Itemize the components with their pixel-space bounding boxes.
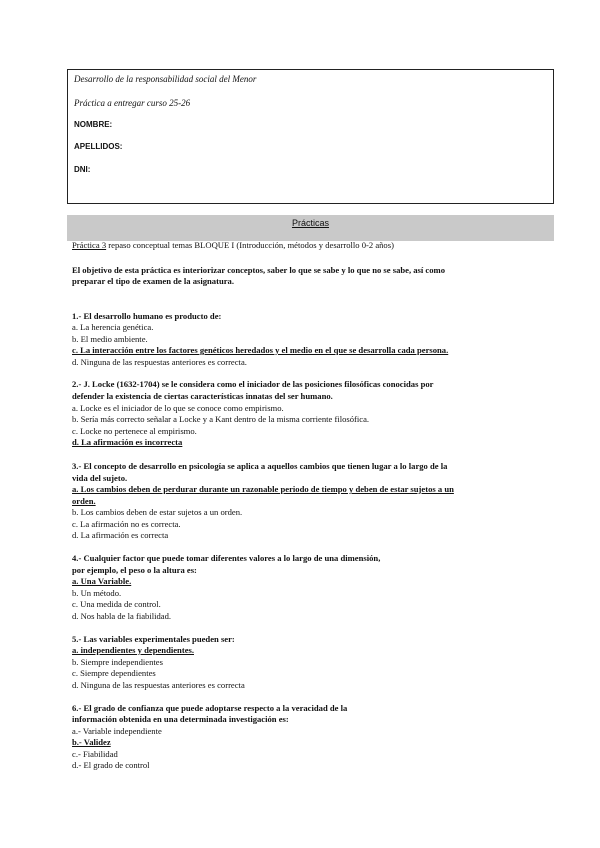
question-5-stem: 5.- Las variables experimentales pueden ser:	[72, 634, 235, 644]
question-3-option-b: b. Los cambios deben de estar sujetos a un orden.	[72, 507, 243, 517]
question-2-option-a: a. Locke es el iniciador de lo que se conoce como empirismo.	[72, 403, 284, 413]
question-1-option-d: d. Ninguna de las respuestas anteriores es correcta.	[72, 357, 247, 367]
question-2-option-c: c. Locke no pertenece al empirismo.	[72, 426, 197, 436]
question-3-stem-1: 3.- El concepto de desarrollo en psicología se aplica a aquellos cambios que tienen lugar a lo largo de la	[72, 461, 448, 471]
question-3-option-a-answer-cont: orden.	[72, 496, 96, 506]
question-1-stem: 1.- El desarrollo humano es producto de:	[72, 311, 222, 321]
question-4-stem-2: por ejemplo, el peso o la altura es:	[72, 565, 197, 575]
question-6-stem-1: 6.- El grado de confianza que puede adoptarse respecto a la veracidad de la	[72, 703, 348, 713]
section-bar	[67, 215, 554, 241]
question-6-stem-2: información obtenida en una determinada investigación es:	[72, 714, 289, 724]
question-1-option-a: a. La herencia genética.	[72, 322, 154, 332]
question-6-option-c: c.- Fiabilidad	[72, 749, 118, 759]
question-1-option-c-answer: c. La interacción entre los factores genéticos heredados y el medio en el que se desarrolla cada persona.	[72, 345, 449, 355]
question-1-option-b: b. El medio ambiente.	[72, 334, 148, 344]
practice-subtitle: Práctica a entregar curso 25-26	[74, 98, 191, 108]
question-2-stem-2: defender la existencia de ciertas características innatas del ser humano.	[72, 391, 333, 401]
course-title: Desarrollo de la responsabilidad social del Menor	[74, 74, 257, 84]
question-4-option-c: c. Una medida de control.	[72, 599, 161, 609]
question-6-option-a: a.- Variable independiente	[72, 726, 162, 736]
practice-line	[72, 240, 394, 251]
question-2-stem-1: 2.- J. Locke (1632-1704) se le considera como el iniciador de las posiciones filosóficas conocidas por	[72, 379, 434, 389]
practice-ref: Práctica 3	[72, 240, 107, 250]
question-3-option-c: c. La afirmación no es correcta.	[72, 519, 181, 529]
question-6-option-b-answer: b.- Validez	[72, 737, 111, 747]
section-title: Prácticas	[291, 218, 329, 228]
question-5-option-d: d. Ninguna de las respuestas anteriores es correcta	[72, 680, 245, 690]
question-2-option-d-answer: d. La afirmación es incorrecta	[72, 437, 183, 447]
question-5-option-c: c. Siempre dependientes	[72, 668, 156, 678]
header-box	[67, 69, 554, 204]
question-4-option-d: d. Nos habla de la fiabilidad.	[72, 611, 172, 621]
question-2-option-b: b. Sería más correcto señalar a Locke y a Kant dentro de la misma corriente filosófica.	[72, 414, 370, 424]
objective-line-1: El objetivo de esta práctica es interiorizar conceptos, saber lo que se sabe y lo que no se sabe, así como	[72, 265, 445, 275]
question-3-stem-2: vida del sujeto.	[72, 473, 128, 483]
question-4-stem-1: 4.- Cualquier factor que puede tomar diferentes valores a lo largo de una dimensión,	[72, 553, 381, 563]
nombre-label: NOMBRE:	[74, 120, 113, 129]
question-5-option-b: b. Siempre independientes	[72, 657, 163, 667]
question-6-option-d: d.- El grado de control	[72, 760, 150, 770]
dni-label: DNI:	[74, 165, 91, 174]
question-5-option-a-answer: a. independientes y dependientes.	[72, 645, 194, 655]
apellidos-label: APELLIDOS:	[74, 142, 123, 151]
objective-line-2: preparar el tipo de examen de la asignatura.	[72, 276, 235, 286]
practice-desc: repaso conceptual temas BLOQUE I (Introducción, métodos y desarrollo 0-2 años)	[106, 240, 394, 250]
question-4-option-b: b. Un método.	[72, 588, 122, 598]
question-3-option-d: d. La afirmación es correcta	[72, 530, 169, 540]
question-3-option-a-answer: a. Los cambios deben de perdurar durante un razonable periodo de tiempo y deben de estar sujetos a un	[72, 484, 454, 494]
question-4-option-a-answer: a. Una Variable.	[72, 576, 132, 586]
